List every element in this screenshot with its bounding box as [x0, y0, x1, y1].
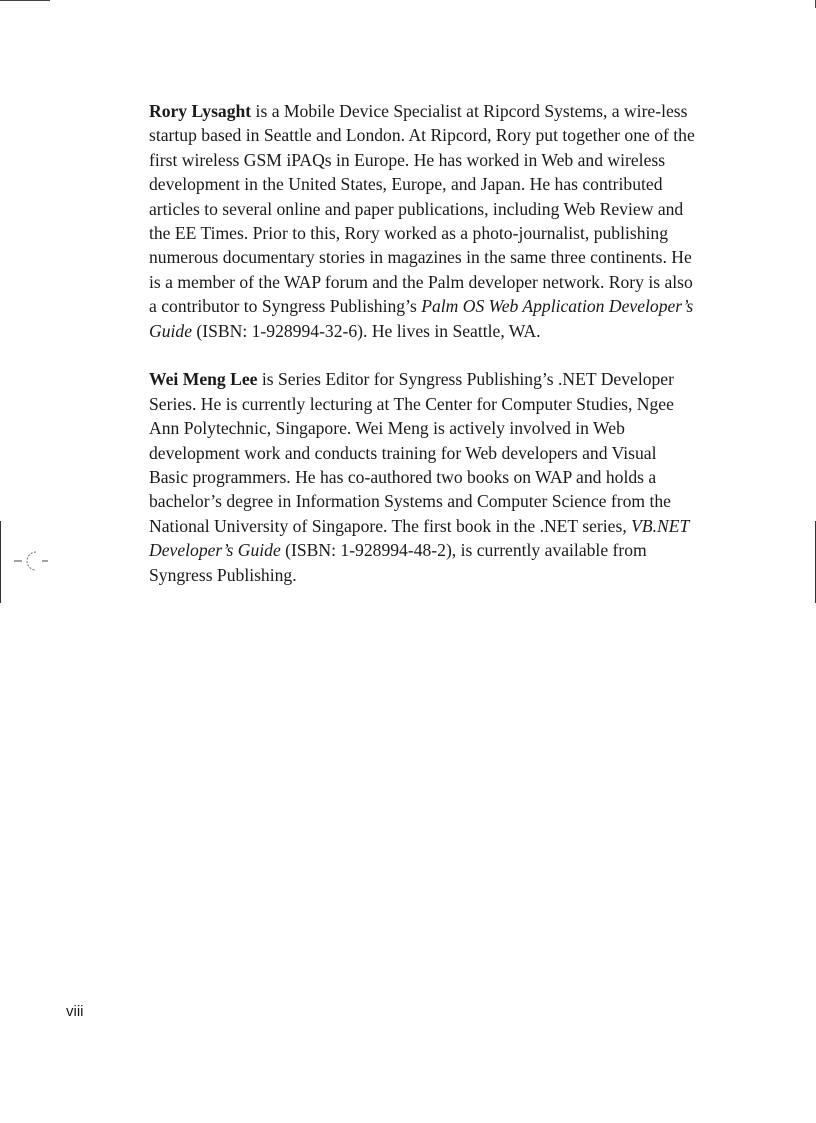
book-title: Palm OS Web Application Developer’s Guide — [149, 296, 694, 341]
page-number: viii — [66, 1003, 84, 1020]
bio-text: is Series Editor for Syngress Publishing’s .NET Developer Series. He is currently lecturing at The Center for Computer Studies, Ngee Ann Polytechnic, Singapore. Wei Meng is actively involved in Web development work and conducts training for Web developers and Visual Basic programmers. He has co-authored two books on WAP and holds a bachelor’s degree in Information Systems and Computer Science from the National University of Singapore. The first book in the .NET series, — [149, 369, 674, 536]
crop-mark-top-left — [0, 0, 50, 1]
registration-mark-icon — [12, 549, 52, 573]
book-title: VB.NET Developer’s Guide — [149, 515, 689, 561]
contributor-bios — [149, 99, 695, 612]
contributor-name: Rory Lysaght — [149, 101, 252, 121]
bio-wei-meng-lee — [149, 367, 695, 587]
bio-text-end: (ISBN: 1-928994-48-2), is currently available from Syngress Publishing. — [149, 540, 647, 585]
bio-rory-lysaght — [149, 99, 695, 343]
contributor-name: Wei Meng Lee — [149, 369, 258, 390]
bio-text-end: (ISBN: 1-928994-32-6). He lives in Seattle, WA. — [192, 320, 541, 341]
bio-text: is a Mobile Device Specialist at Ripcord Systems, a wire-less startup based in Seattle and London. At Ripcord, Rory put together one of the first wireless GSM iPAQs in Europe. He has worked in Web and wireless development in the United States, Europe, and Japan. He has contributed articles to several online and paper publications, including Web Review and the EE Times. Prior to this, Rory worked as a photo-journalist, publishing numerous documentary stories in magazines in the same three continents. He is a member of the WAP forum and the Palm developer network. Rory is also a contributor to Syngress Publishing’s — [149, 101, 695, 317]
margin-rule-left — [0, 521, 1, 603]
